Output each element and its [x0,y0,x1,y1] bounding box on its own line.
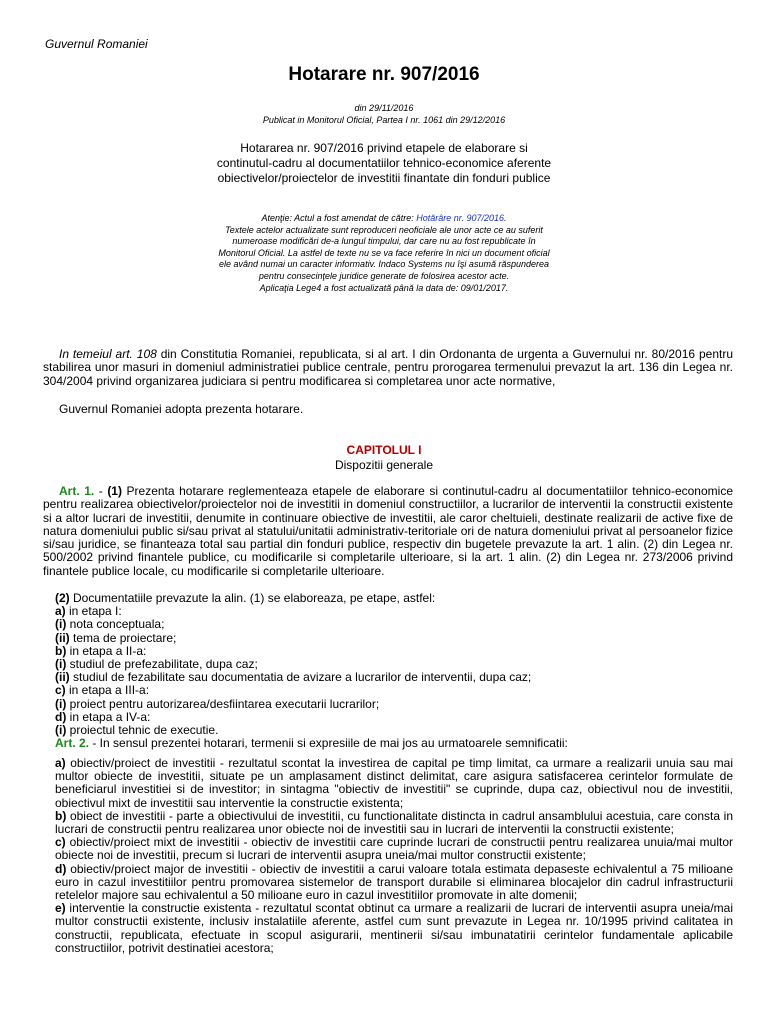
amendment-note: Atenţie: Actul a fost amendat de către: Hotărâre nr. 907/2016. Textele actelor actualizate sunt reproduceri neoficiale ale unor acte ce au suferit numeroase modificări de-a lungul timpului, dar care nu au fost republicate în Monitorul Oficial. La astfel de texte nu se va face referire în nici un document oficial ele având numai un caracter informativ. Indaco Systems nu îşi asumă răspunderea pentru consecinţele juridice generate de folosirea acestor acte. Aplicaţia Lege4 a fost actualizată până la data de: 09/01/2017. [218,213,550,293]
page-title: Hotarare nr. 907/2016 [288,64,480,85]
paragraph-number: (1) [107,484,122,498]
list-item: b) in etapa a II-a: [55,643,147,658]
definition-item: e) interventie la constructie existenta - rezultatul scontat obtinut ca urmare a realizarii de lucrari de interventii asupra uneia/mai multor constructii existente, inclusiv instalatiile aferente, astfel cum sunt prevazute in Legea nr. 10/1995 privind calitatea in constructii, republicata, efectuate in scopul asigurarii, mentinerii si/sau imbunatatirii cerintelor fundamentale aplicabile constructiilor, potrivit destinatiei acestora; [55,901,733,955]
article-2-definitions [43,757,733,955]
definition-item: a) obiectiv/proiect de investitii - rezultatul scontat la investirea de capital pe timp limitat, ca urmare a realizarii unuia sau mai multor obiecte de investitii, situate pe un amplasament distinct delimitat, care asigura satisfacerea cerintelor formulate de beneficiarul investitiei si de investitor; in sintagma "obiectiv de investitii" se cuprinde, dupa caz, obiectivul nou de investitii, obiectivul mixt de investitii sau interventie la constructie existenta; [55,756,733,810]
adoption-statement: Guvernul Romaniei adopta prezenta hotarare. [59,402,304,416]
chapter-title: Dispozitii generale [334,458,434,472]
article-1-paragraph-2 [55,592,733,750]
list-item: (i) proiect pentru autorizarea/desfiintarea executarii lucrarilor; [55,696,380,711]
act-summary: Hotararea nr. 907/2016 privind etapele de elaborare si continutul-cadru al documentatiilor tehnico-economice aferente obiectivelor/proiectelor de investitii finantate din fonduri publice [216,141,552,185]
list-item: d) in etapa a IV-a: [55,709,151,724]
definition-item: b) obiect de investitii - parte a obiectivului de investitii, cu functionalitate distincta in cadrul ansamblului acestuia, care consta in lucrari de constructii pentru realizarea unor obiecte noi de investitii sau in lucrari de interventii la constructii existente; [55,808,733,837]
note-disclaimer: Textele actelor actualizate sunt reproduceri neoficiale ale unor acte ce au suferit numeroase modificări de-a lungul timpului, dar care nu au fost republicate în Monitorul Oficial. La astfel de texte nu se va face referire în nici un document oficial ele având numai un caracter informativ. Indaco Systems nu îşi asumă răspunderea pentru consecinţele juridice generate de folosirea acestor acte. [218,224,550,281]
definition-item: c) obiectiv/proiect mixt de investitii - obiectiv de investitii care cuprinde lucrari de constructii pentru realizarea unuia/mai multor obiecte noi de investitii, precum si lucrari de interventii asupra uneia/mai multor constructii existente; [55,835,733,863]
list-item: (i) nota conceptuala; [55,617,165,632]
article-1-paragraph-1: Art. 1. - (1) Prezenta hotarare reglementeaza etapele de elaborare si continutul-cadru al documentatiilor tehnico-economice pentru realizarea obiectivelor/proiectelor noi de investitii in domeniul constructiilor, a lucrarilor de interventii la constructii existente si a altor lucrari de investitii, denumite in continuare obiective de investitii, ale caror cheltuieli, destinate realizarii de active fixe de natura domeniului public si/sau privat al statului/unitatii administrativ-teritoriale ori de natura domeniului privat al persoanelor fizice si/sau juridice, se finanteaza total sau partial din fonduri publice, respectiv din bugetele prevazute la art. 1 alin. (2) din Legea nr. 500/2002 privind finantele publice, cu modificarile si completarile ulterioare, si la art. 1 alin. (2) din Legea nr. 273/2006 privind finantele publice locale, cu modificarile si completarile ulterioare. [43,484,733,578]
note-updated: Aplicaţia Lege4 a fost actualizată până la data de: 09/01/2017. [259,282,509,293]
list-item: (2) Documentatiile prevazute la alin. (1) se elaboreaza, pe etape, astfel: [55,591,436,605]
issuer-label: Guvernul Romaniei [45,37,148,51]
definition-item: d) obiectiv/proiect major de investitii - obiectiv de investitii a carui valoare totala estimata depaseste echivalentul a 75 milioane euro in cazul investitiilor pentru promovarea sistemelor de transport durabile si eliminarea blocajelor din cadrul infrastructurii retelelor majore sau echivalentul a 50 milioane euro in cazul investitiilor promovate in alte domenii; [55,861,733,903]
preamble-lead: In temeiul art. 108 [59,347,157,361]
article-2-intro: Art. 2. - In sensul prezentei hotarari, termenii si expresiile de mai jos au urmatoarele semnificatii: [55,736,568,751]
list-item: a) in etapa I: [55,604,122,619]
date-line: din 29/11/2016 [354,103,414,113]
preamble [43,348,733,388]
list-item: (ii) studiul de fezabilitate sau documentatia de avizare a lucrarilor de interventii, dupa caz; [55,670,532,685]
list-item: (i) proiectul tehnic de executie. [55,723,219,738]
article-2-label: Art. 2. [55,736,90,751]
list-item: c) in etapa a III-a: [55,683,150,698]
list-item: (ii) tema de proiectare; [55,630,177,645]
publication-line: Publicat in Monitorul Oficial, Partea I nr. 1061 din 29/12/2016 [262,115,506,125]
preamble-text: din Constitutia Romaniei, republicata, si al art. I din Ordonanta de urgenta a Guvernului nr. 80/2016 pentru stabilirea unor masuri in domeniul administratiei publice centrale, pentru prorogarea termenului prevazut la art. 136 din Legea nr. 304/2004 privind organizarea judiciara si pentru modificarea si completarea unor acte normative, [43,347,733,388]
chapter-label: CAPITOLUL I [346,443,422,457]
note-prefix: Atenţie: Actul a fost amendat de către: [261,213,414,223]
article-1-label: Art. 1. [59,484,95,498]
amending-act-link[interactable]: Hotărâre nr. 907/2016 [416,213,504,223]
list-item: (i) studiul de prefezabilitate, dupa caz; [55,657,258,672]
